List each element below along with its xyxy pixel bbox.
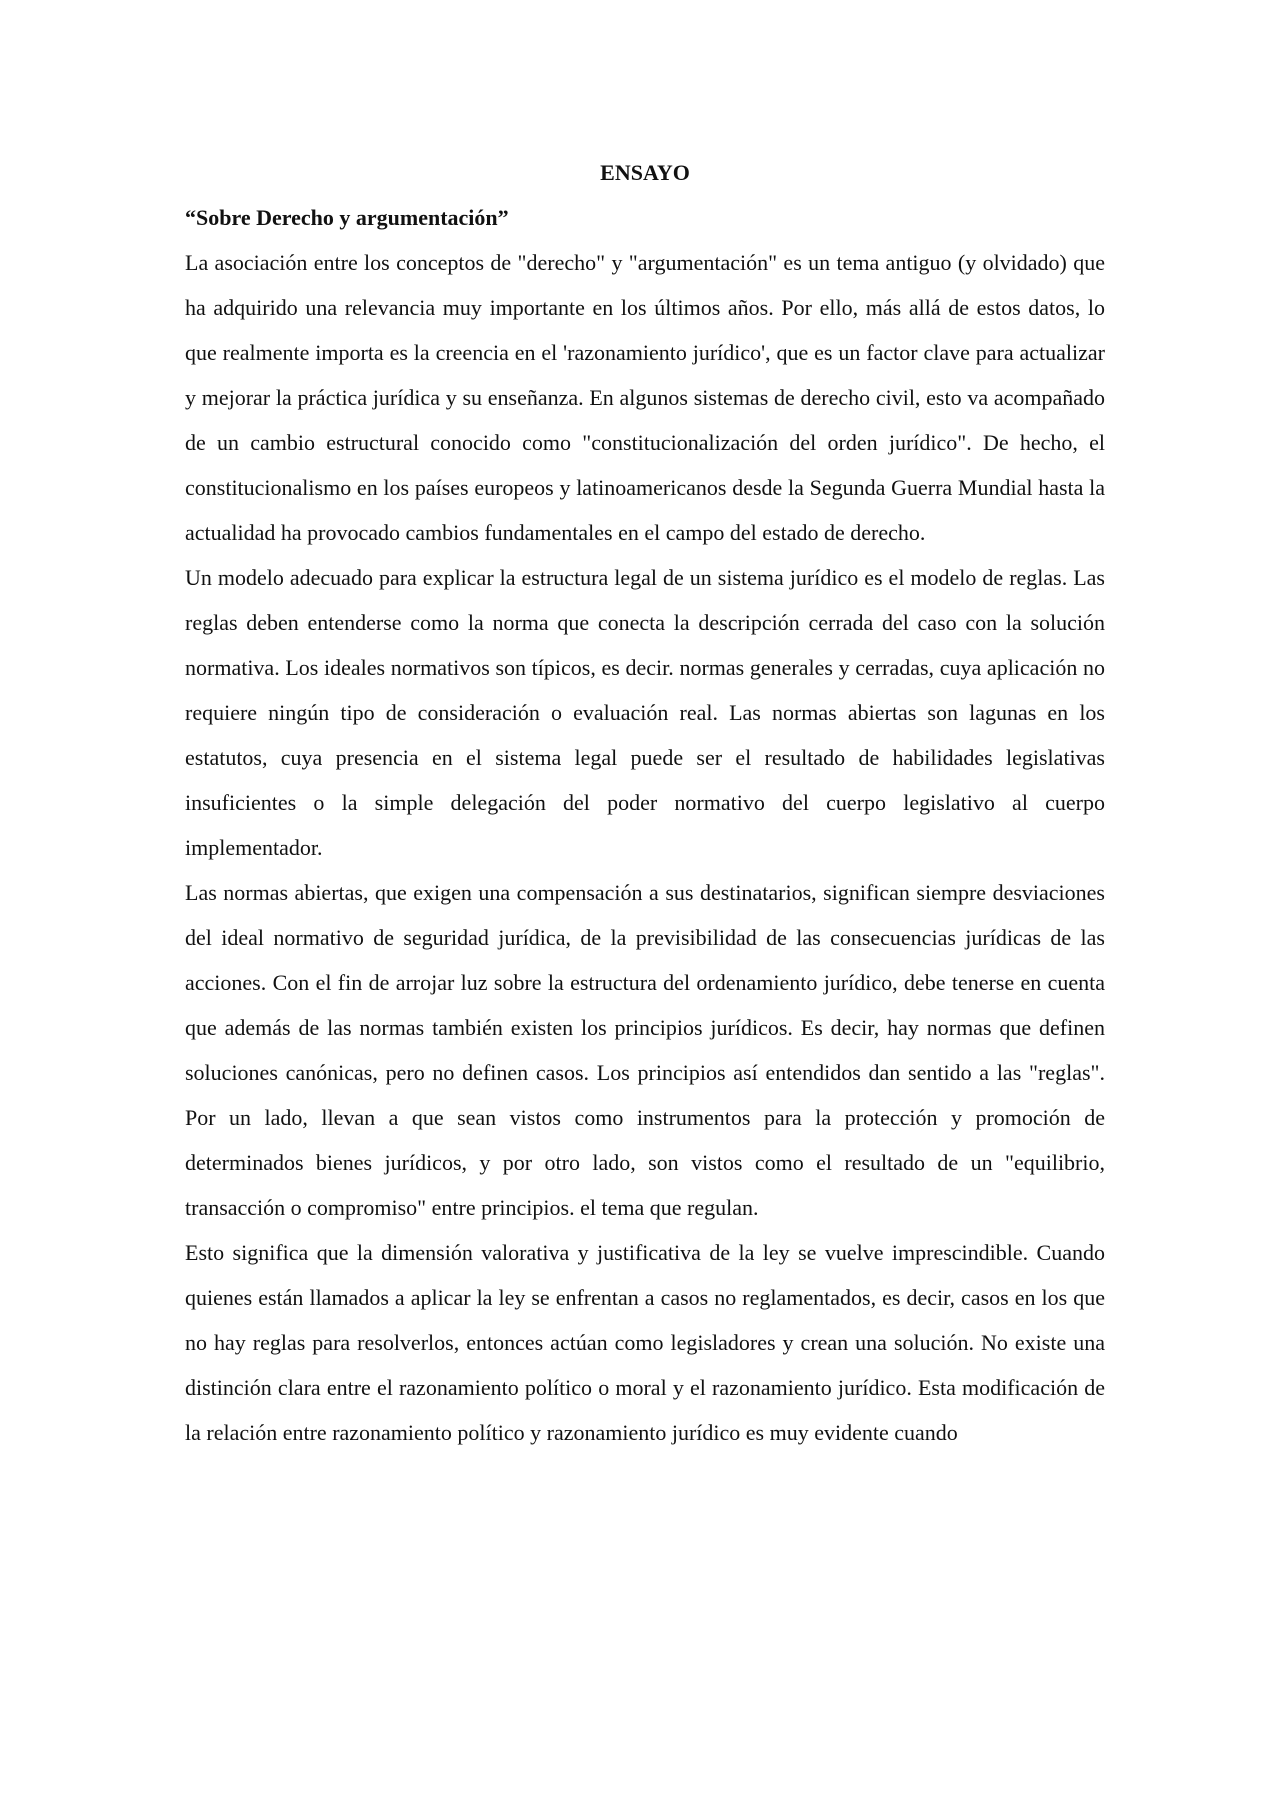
paragraph-3: Las normas abiertas, que exigen una compensación a sus destinatarios, significan siempre desviaciones del ideal normativo de seguridad jurídica, de la previsibilidad de las consecuencias jurídicas de las acciones. Con el fin de arrojar luz sobre la estructura del ordenamiento jurídico, debe tenerse en cuenta que además de las normas también existen los principios jurídicos. Es decir, hay normas que definen soluciones canónicas, pero no definen casos. Los principios así entendidos dan sentido a las "reglas". Por un lado, llevan a que sean vistos como instrumentos para la protección y promoción de determinados bienes jurídicos, y por otro lado, son vistos como el resultado de un "equilibrio, transacción o compromiso" entre principios. el tema que regulan. [185, 880, 1105, 1220]
paragraph-2: Un modelo adecuado para explicar la estructura legal de un sistema jurídico es el modelo de reglas. Las reglas deben entenderse como la norma que conecta la descripción cerrada del caso con la solución normativa. Los ideales normativos son típicos, es decir. normas generales y cerradas, cuya aplicación no requiere ningún tipo de consideración o evaluación real. Las normas abiertas son lagunas en los estatutos, cuya presencia en el sistema legal puede ser el resultado de habilidades legislativas insuficientes o la simple delegación del poder normativo del cuerpo legislativo al cuerpo implementador. [185, 565, 1105, 860]
paragraph-1: La asociación entre los conceptos de "derecho" y "argumentación" es un tema antiguo (y olvidado) que ha adquirido una relevancia muy importante en los últimos años. Por ello, más allá de estos datos, lo que realmente importa es la creencia en el 'razonamiento jurídico', que es un factor clave para actualizar y mejorar la práctica jurídica y su enseñanza. En algunos sistemas de derecho civil, esto va acompañado de un cambio estructural conocido como "constitucionalización del orden jurídico". De hecho, el constitucionalismo en los países europeos y latinoamericanos desde la Segunda Guerra Mundial hasta la actualidad ha provocado cambios fundamentales en el campo del estado de derecho. [185, 250, 1105, 545]
document-title: ENSAYO [600, 160, 690, 185]
document-page [185, 150, 1105, 1455]
document-subtitle: “Sobre Derecho y argumentación” [185, 205, 509, 230]
paragraph-4: Esto significa que la dimensión valorativa y justificativa de la ley se vuelve imprescindible. Cuando quienes están llamados a aplicar la ley se enfrentan a casos no reglamentados, es decir, casos en los que no hay reglas para resolverlos, entonces actúan como legisladores y crean una solución. No existe una distinción clara entre el razonamiento político o moral y el razonamiento jurídico. Esta modificación de la relación entre razonamiento político y razonamiento jurídico es muy evidente cuando [185, 1240, 1105, 1445]
